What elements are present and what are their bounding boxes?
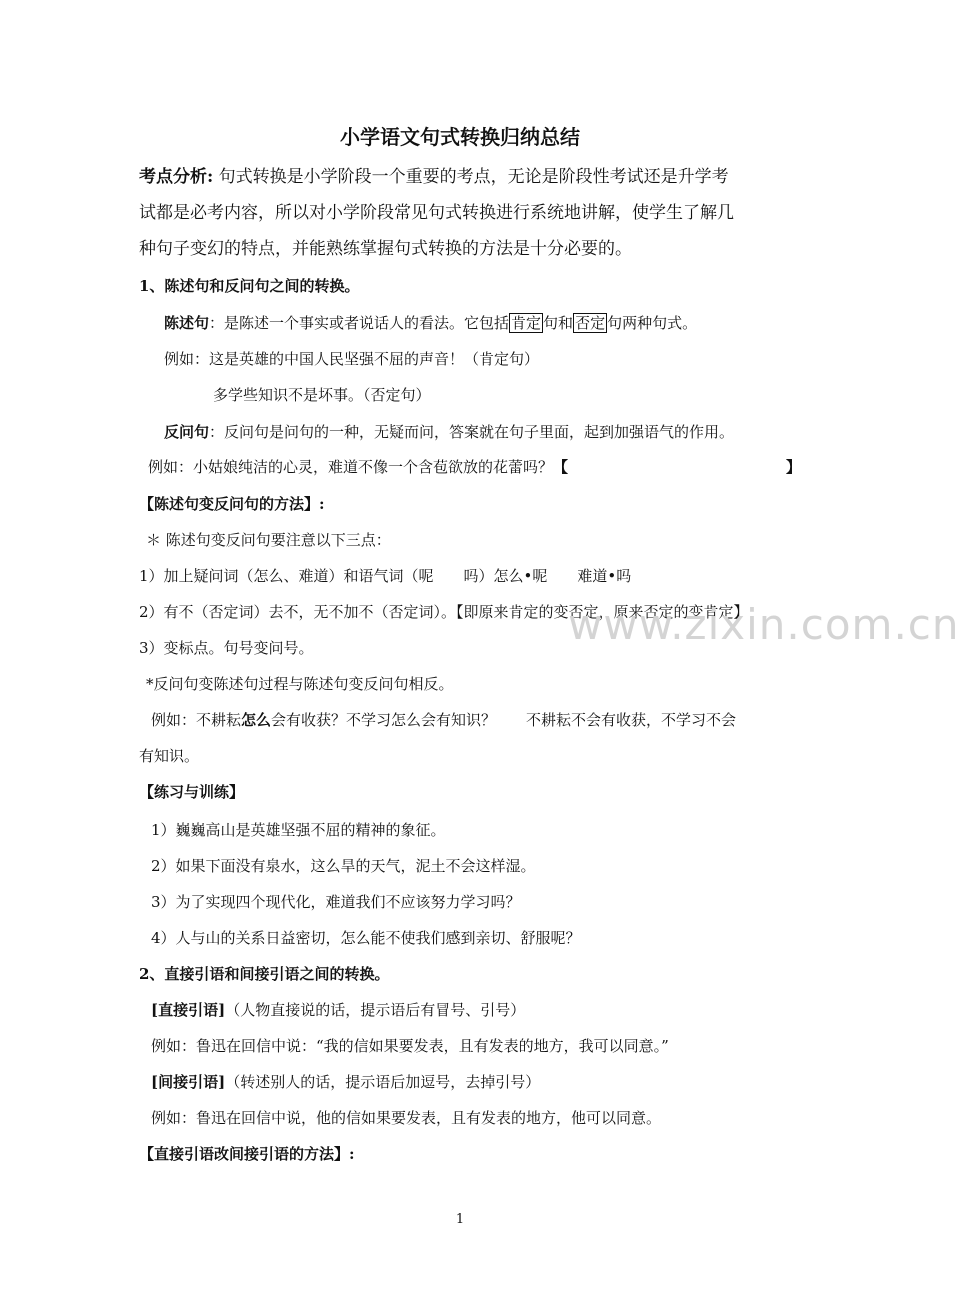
negative-box: 否定 — [575, 314, 606, 332]
example-rhetorical-text: 例如：小姑娘纯洁的心灵，难道不像一个含苞欲放的花蕾吗？ — [148, 458, 554, 476]
document-title: 小学语文句式转换归纳总结 — [340, 125, 580, 149]
intro-line-2: 试都是必考内容，所以对小学阶段常见句式转换进行系统地讲解，使学生了解几 — [139, 203, 734, 223]
method-heading-1: 【陈述句变反问句的方法】: — [139, 495, 325, 513]
declarative-definition — [164, 313, 697, 333]
rhetorical-definition — [164, 422, 734, 442]
direct-speech-text: （人物直接说的话，提示语后有冒号、引号） — [225, 1001, 526, 1019]
indirect-speech-text: （转述别人的话，提示语后加逗号，去掉引号） — [225, 1073, 541, 1091]
rhetorical-text: ：反问句是问句的一种，无疑而问，答案就在句子里面，起到加强语气的作用。 — [209, 423, 735, 441]
direct-speech-example: 例如：鲁迅在回信中说：“我的信如果要发表，且有发表的地方，我可以同意。” — [151, 1037, 669, 1055]
intro-line-1 — [139, 166, 729, 188]
practice-item: 3）为了实现四个现代化，难道我们不应该努力学习吗？ — [151, 893, 521, 911]
intro-text-1: 句式转换是小学阶段一个重要的考点，无论是阶段性考试还是升学考 — [213, 167, 729, 187]
indirect-speech-label: [间接引语] — [151, 1073, 226, 1091]
page-number: 1 — [455, 1212, 465, 1227]
indirect-speech-example: 例如：鲁迅在回信中说，他的信如果要发表，且有发表的地方，他可以同意。 — [151, 1109, 662, 1127]
practice-item: 4）人与山的关系日益密切，怎么能不使我们感到亲切、舒服呢？ — [151, 929, 581, 947]
affirmative-box: 肯定 — [511, 314, 542, 332]
watermark: www.zixin.com.cn — [568, 600, 960, 649]
intro-line-3: 种句子变幻的特点，并能熟练掌握句式转换的方法是十分必要的。 — [139, 239, 632, 259]
answer-bracket-close: 】 — [786, 458, 802, 476]
example-conversion-post: 会有收获？不学习怎么会有知识？ 不耕耘不会有收获，不学习不会 — [271, 711, 737, 729]
declarative-text-pre: ：是陈述一个事实或者说话人的看法。它包括 — [209, 314, 510, 332]
example-conversion-bold: 怎么 — [241, 711, 272, 729]
method-point-1: 1）加上疑问词（怎么、难道）和语气词（呢 吗）怎么•呢 难道•吗 — [139, 567, 632, 585]
section-2-heading: 2、直接引语和间接引语之间的转换。 — [139, 965, 390, 983]
method-note-2: *反问句变陈述句过程与陈述句变反问句相反。 — [146, 675, 454, 693]
answer-bracket-open: 【 — [553, 458, 569, 476]
practice-heading: 【练习与训练】 — [139, 783, 245, 801]
method-point-3: 3）变标点。句号变问号。 — [139, 639, 314, 657]
direct-speech-definition — [151, 1000, 525, 1020]
example-conversion — [151, 710, 736, 730]
example-affirmative: 例如：这是英雄的中国人民坚强不屈的声音！（肯定句） — [164, 350, 540, 368]
section-1-heading: 1、陈述句和反问句之间的转换。 — [139, 277, 360, 295]
method-point-2: 2）有不（否定词）去不，无不加不（否定词）。【即原来肯定的变否定，原来否定的变肯定】 — [139, 603, 749, 621]
practice-item: 2）如果下面没有泉水，这么旱的天气，泥土不会这样湿。 — [151, 857, 536, 875]
method-note-1: ＊ 陈述句变反问句要注意以下三点： — [146, 531, 391, 549]
direct-speech-label: [直接引语] — [151, 1001, 226, 1019]
example-conversion-pre: 例如：不耕耘 — [151, 711, 242, 729]
declarative-text-mid: 句和 — [543, 314, 574, 332]
declarative-label: 陈述句 — [164, 314, 210, 332]
rhetorical-label: 反问句 — [164, 423, 210, 441]
example-negative: 多学些知识不是坏事。（否定句） — [213, 386, 431, 404]
indirect-speech-definition — [151, 1072, 540, 1092]
method-heading-2: 【直接引语改间接引语的方法】: — [139, 1145, 355, 1163]
practice-item: 1）巍巍高山是英雄坚强不屈的精神的象征。 — [151, 821, 446, 839]
example-rhetorical — [148, 457, 568, 477]
intro-label: 考点分析: — [139, 167, 214, 187]
declarative-text-post: 句两种句式。 — [607, 314, 698, 332]
example-conversion-cont: 有知识。 — [139, 747, 200, 765]
